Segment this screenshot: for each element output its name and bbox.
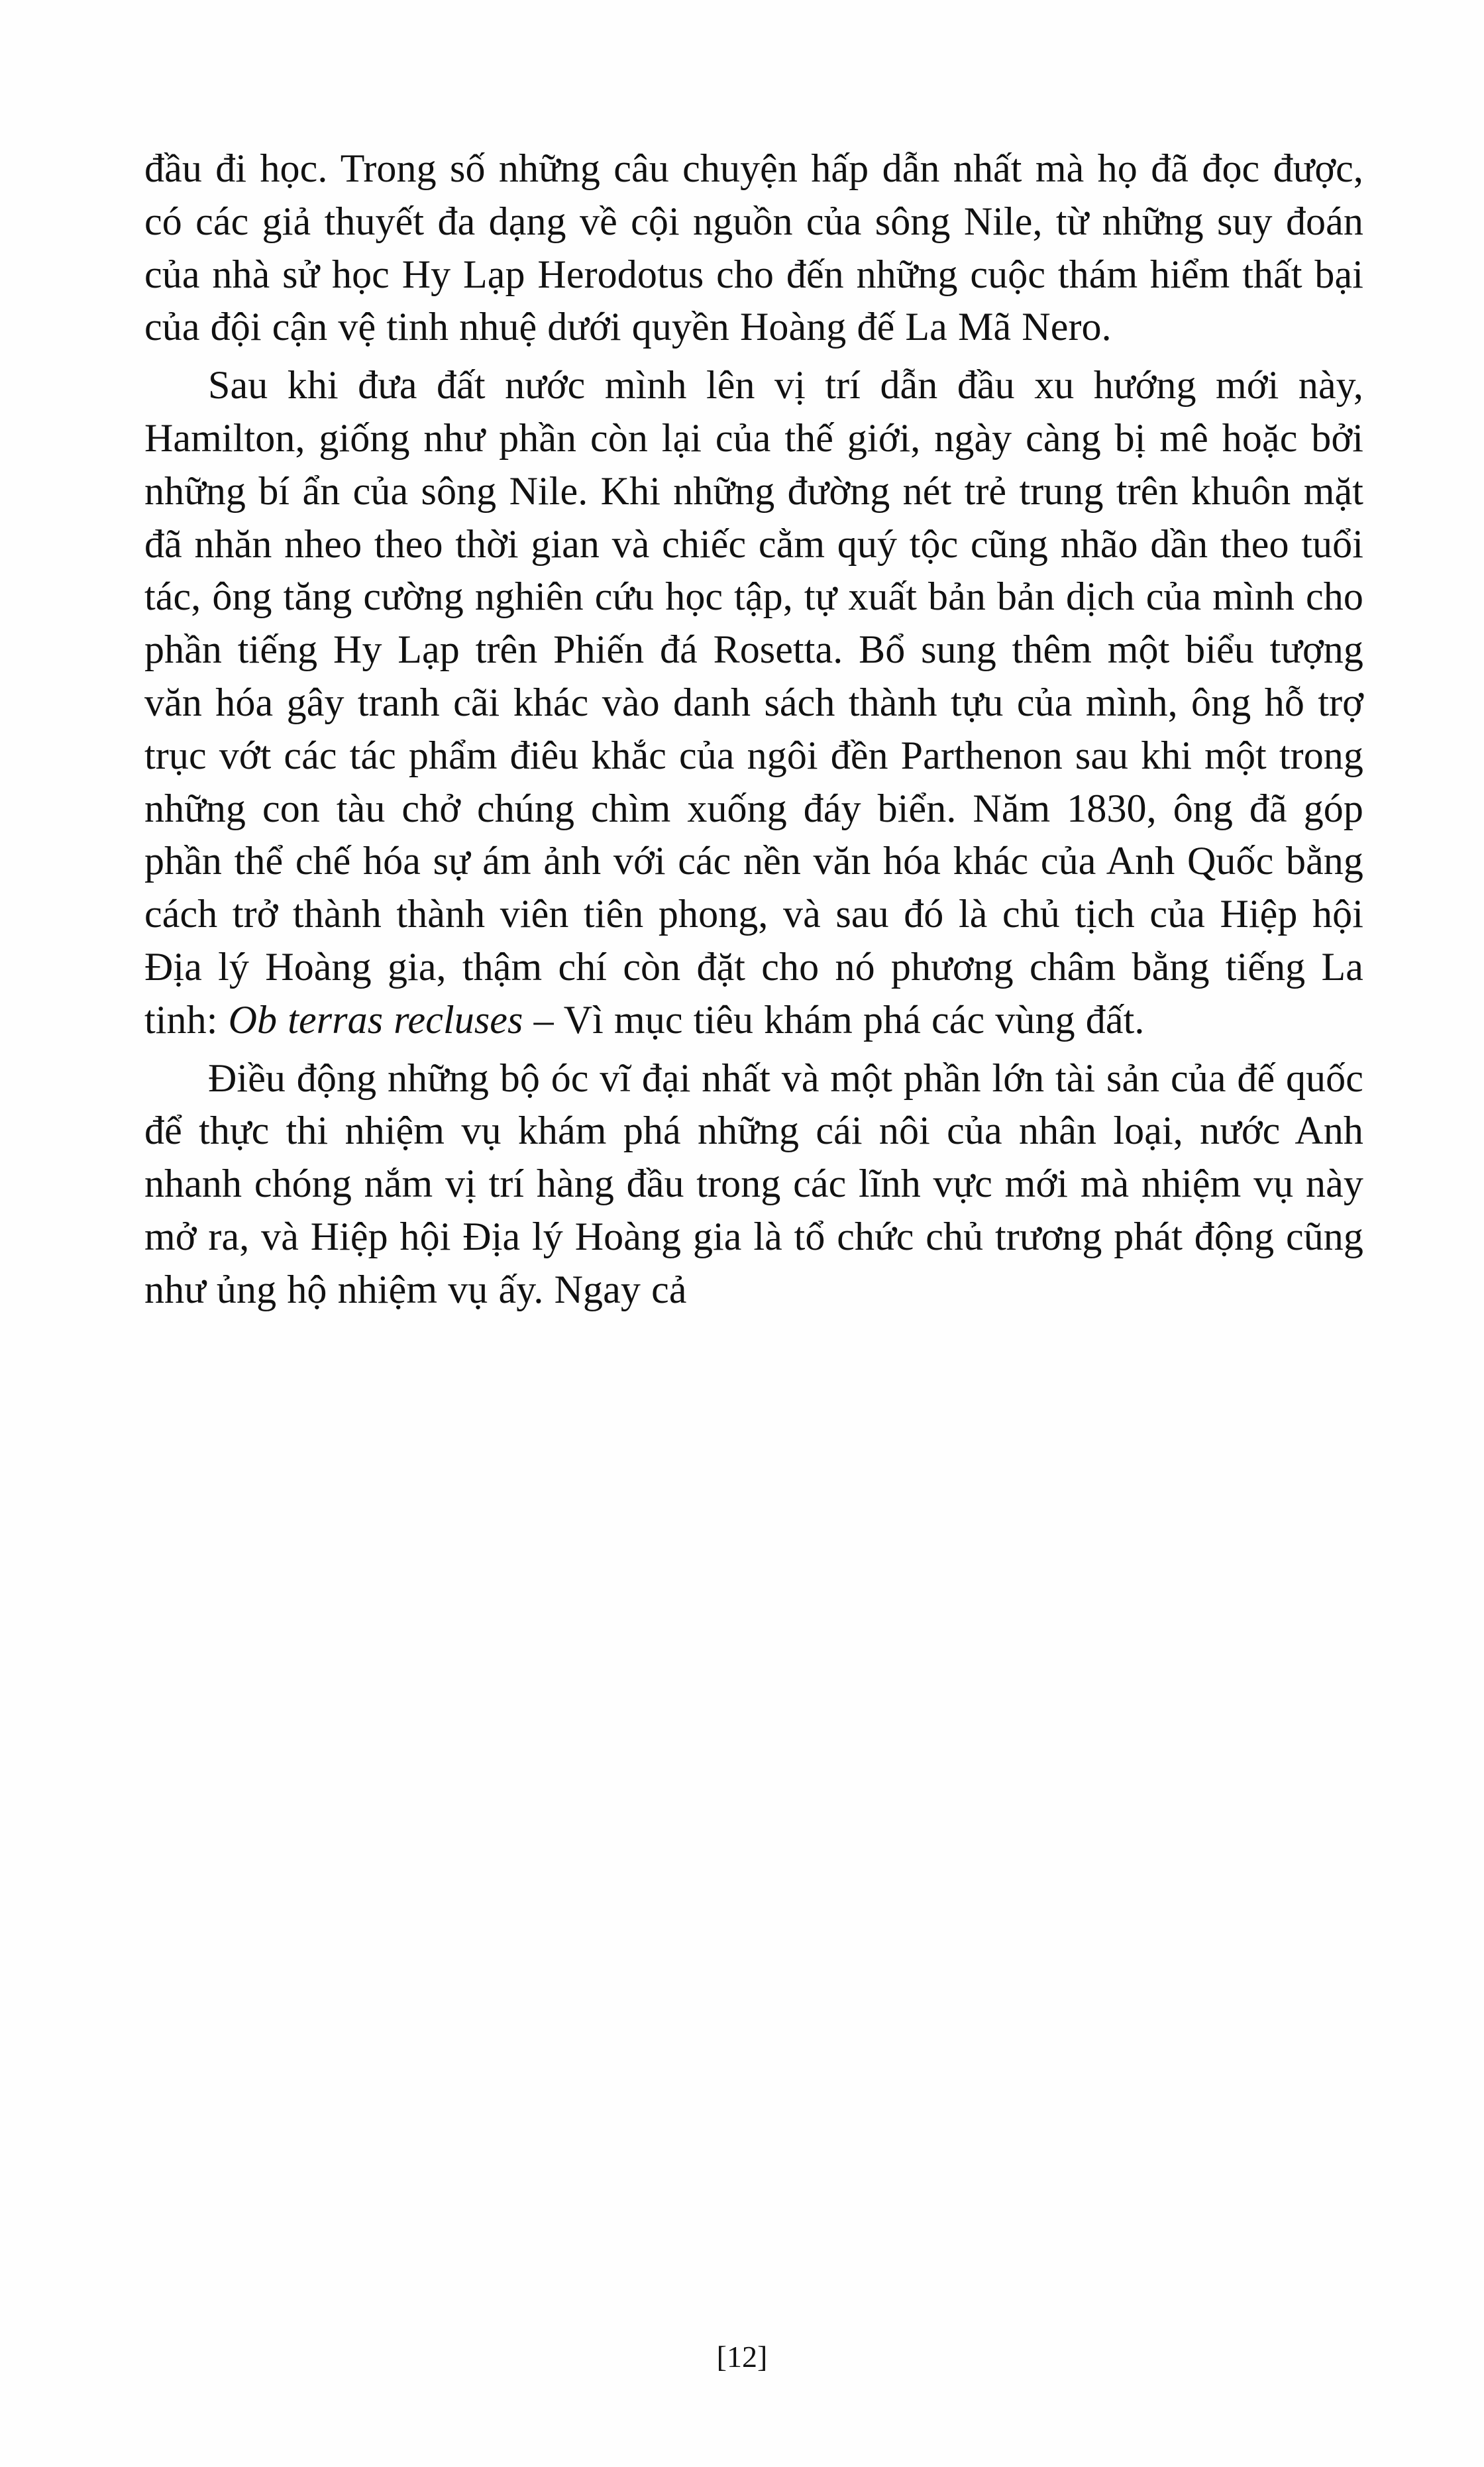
page-number: [12] (716, 2340, 768, 2374)
paragraph-3: Điều động những bộ óc vĩ đại nhất và một phần lớn tài sản của đế quốc để thực thi nhiệm vụ khám phá những cái nôi của nhân loại, nước Anh nhanh chóng nắm vị trí hàng đầu trong các lĩnh vực mới mà nhiệm vụ này mở ra, và Hiệp hội Địa lý Hoàng gia là tổ chức chủ trương phát động cũng như ủng hộ nhiệm vụ ấy. Ngay cả (144, 1056, 1363, 1311)
latin-motto-italic: Ob terras recluses (228, 997, 523, 1042)
paragraph-2-text-before-italic: Sau khi đưa đất nước mình lên vị trí dẫn đầu xu hướng mới này, Hamilton, giống như phần còn lại của thế giới, ngày càng bị mê hoặc bởi những bí ẩn của sông Nile. Khi những đường nét trẻ trung trên khuôn mặt đã nhăn nheo theo thời gian và chiếc cằm quý tộc cũng nhão dần theo tuổi tác, ông tăng cường nghiên cứu học tập, tự xuất bản bản dịch của mình cho phần tiếng Hy Lạp trên Phiến đá Rosetta. Bổ sung thêm một biểu tượng văn hóa gây tranh cãi khác vào danh sách thành tựu của mình, ông hỗ trợ trục vớt các tác phẩm điêu khắc của ngôi đền Parthenon sau khi một trong những con tàu chở chúng chìm xuống đáy biển. Năm 1830, ông đã góp phần thể chế hóa sự ám ảnh với các nền văn hóa khác của Anh Quốc bằng cách trở thành thành viên tiên phong, và sau đó là chủ tịch của Hiệp hội Địa lý Hoàng gia, thậm chí còn đặt cho nó phương châm bằng tiếng La tinh: (144, 363, 1363, 1042)
body-text-column (144, 142, 1363, 1322)
paragraph-2 (144, 359, 1363, 1046)
paragraph-2-text-after-italic: – Vì mục tiêu khám phá các vùng đất. (523, 997, 1145, 1042)
paragraph-1: đầu đi học. Trong số những câu chuyện hấp dẫn nhất mà họ đã đọc được, có các giả thuyết đa dạng về cội nguồn của sông Nile, từ những suy đoán của nhà sử học Hy Lạp Herodotus cho đến những cuộc thám hiểm thất bại của đội cận vệ tinh nhuệ dưới quyền Hoàng đế La Mã Nero. (144, 146, 1363, 349)
